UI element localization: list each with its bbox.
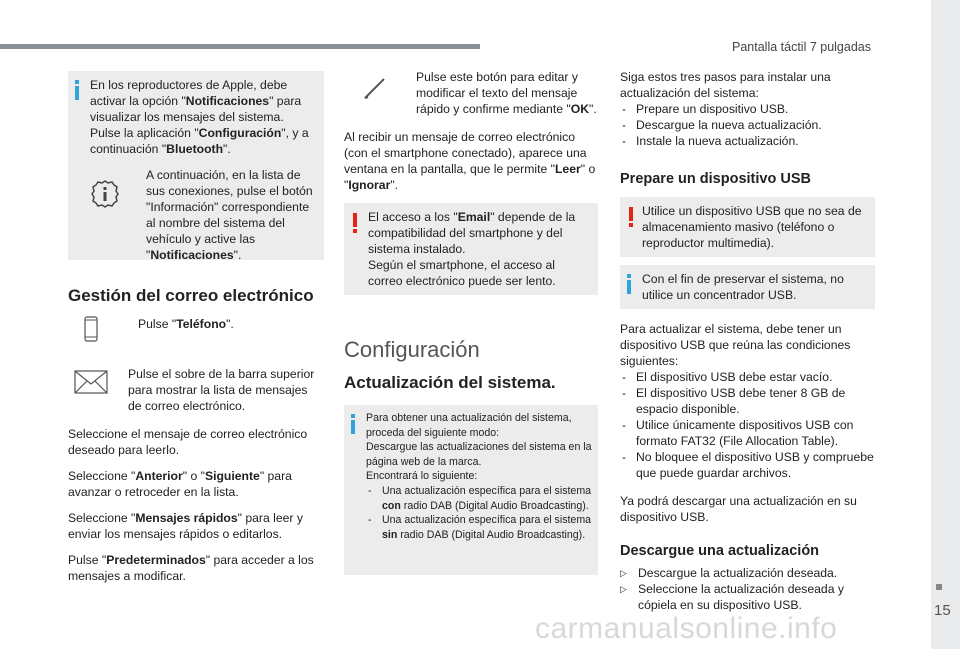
phone-instruction: Pulse "Teléfono". <box>138 317 234 331</box>
warning-box-usb <box>620 197 875 257</box>
navigate-text: Seleccione "Anterior" o "Siguiente" para avanzar o retroceder en la lista. <box>68 469 292 499</box>
page-number: 15 <box>934 602 951 619</box>
phone-icon <box>68 316 138 346</box>
quick-messages-text: Seleccione "Mensajes rápidos" para leer y enviar los mensajes rápidos o editarlos. <box>68 511 303 541</box>
pencil-instruction: Pulse este botón para editar y modificar el texto del mensaje rápido y confirme mediante "OK". <box>416 70 597 116</box>
list-item: - Una actualización específica para el sistema con radio DAB (Digital Audio Broadcasting). <box>366 484 592 513</box>
usb-ready-text: Ya podrá descargar una actualización en su dispositivo USB. <box>620 494 857 524</box>
install-intro: Siga estos tres pasos para instalar una actualización del sistema: <box>620 70 831 100</box>
list-item: ▷ Descargue la actualización deseada. <box>620 565 875 581</box>
column-3 <box>620 69 875 613</box>
column-1 <box>68 71 324 584</box>
update-variant-list <box>366 484 592 542</box>
apple-config-text: Pulse la aplicación "Configuración", y a continuación "Bluetooth". <box>90 126 309 156</box>
warning-icon <box>353 213 357 233</box>
download-update-heading: Descargue una actualización <box>620 543 820 559</box>
apple-notification-text: En los reproductores de Apple, debe activar la opción "Notificaciones" para visualizar los mensajes del sistema. <box>90 78 302 124</box>
update-find-text: Encontrará lo siguiente: <box>366 470 478 483</box>
defaults-text: Pulse "Predeterminados" para acceder a los mensajes a modificar. <box>68 553 314 583</box>
side-strip <box>931 0 960 649</box>
watermark: carmanualsonline.info <box>535 612 838 645</box>
system-update-heading: Actualización del sistema. <box>344 373 556 392</box>
usb-conditions-list <box>620 369 875 481</box>
warning-icon <box>629 207 633 227</box>
list-item: - No bloquee el dispositivo USB y compruebe que puede guardar archivos. <box>620 449 875 481</box>
page-header-title: Pantalla táctil 7 pulgadas <box>732 40 871 54</box>
info-icon <box>75 80 79 100</box>
email-access-text: El acceso a los "Email" depende de la compatibilidad del smartphone y del sistema instalado. <box>368 210 576 256</box>
usb-hub-info: Con el fin de preservar el sistema, no utilice un concentrador USB. <box>642 272 844 302</box>
section-title-configuracion: Configuración <box>344 337 480 362</box>
header-rule <box>0 44 480 49</box>
info-icon <box>627 274 631 294</box>
list-item: - Utilice únicamente dispositivos USB con formato FAT32 (File Allocation Table). <box>620 417 875 449</box>
info-circle-icon <box>90 167 146 263</box>
pencil-icon <box>344 69 416 117</box>
info-icon <box>351 414 355 434</box>
email-slow-text: Según el smartphone, el acceso al correo electrónico puede ser lento. <box>368 258 556 288</box>
list-item: ▷ Seleccione la actualización deseada y cópiela en su dispositivo USB. <box>620 581 875 613</box>
usb-device-warning: Utilice un dispositivo USB que no sea de almacenamiento masivo (teléfono o reproductor multimedia). <box>642 204 862 250</box>
list-item: - Instale la nueva actualización. <box>620 133 875 149</box>
info-box-usb-hub <box>620 265 875 309</box>
download-steps <box>620 565 875 613</box>
update-intro-text: Para obtener una actualización del sistema, proceda del siguiente modo: <box>366 412 572 439</box>
column-2 <box>344 69 598 575</box>
warning-box-email <box>344 203 598 295</box>
envelope-instruction: Pulse el sobre de la barra superior para mostrar la lista de mensajes de correo electrónico. <box>128 367 315 413</box>
apple-bluetooth-steps: A continuación, en la lista de sus conexiones, pulse el botón "Información" correspondiente al nombre del sistema del vehículo y active las "Notificaciones". <box>146 168 313 262</box>
update-download-text: Descargue las actualizaciones del sistema en la página web de la marca. <box>366 441 592 468</box>
list-item: - El dispositivo USB debe estar vacío. <box>620 369 875 385</box>
list-item: - Una actualización específica para el sistema sin radio DAB (Digital Audio Broadcasting). <box>366 513 592 542</box>
email-section-heading: Gestión del correo electrónico <box>68 286 314 305</box>
install-steps <box>620 101 875 149</box>
prepare-usb-heading: Prepare un dispositivo USB <box>620 171 811 187</box>
select-message-text: Seleccione el mensaje de correo electrónico deseado para leerlo. <box>68 427 308 457</box>
list-item: - Descargue la nueva actualización. <box>620 117 875 133</box>
usb-conditions-intro: Para actualizar el sistema, debe tener un dispositivo USB que reúna las condiciones siguientes: <box>620 322 851 368</box>
info-box-update <box>344 405 598 575</box>
list-item: - Prepare un dispositivo USB. <box>620 101 875 117</box>
receive-email-text: Al recibir un mensaje de correo electrónico (con el smartphone conectado), aparece una ventana en la pantalla, que le permite "Leer" o "Ignorar". <box>344 130 596 192</box>
page-marker <box>936 584 942 590</box>
info-box-apple <box>68 71 324 260</box>
list-item: - El dispositivo USB debe tener 8 GB de espacio disponible. <box>620 385 875 417</box>
envelope-icon <box>68 366 128 414</box>
